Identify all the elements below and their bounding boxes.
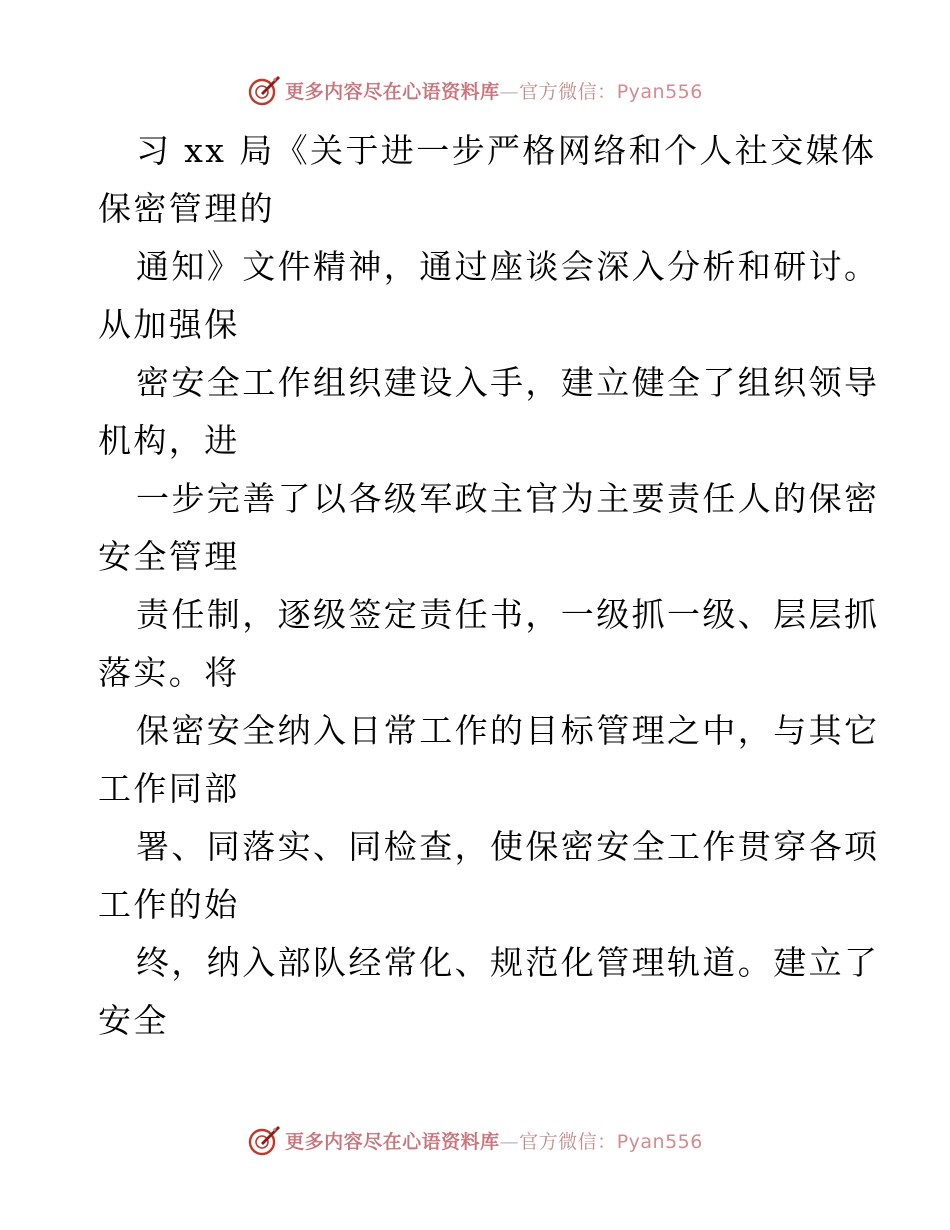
text-line: 署、同落实、同检查，使保密安全工作贯穿各项 bbox=[136, 827, 880, 866]
text-line: 安全 bbox=[98, 1001, 169, 1040]
footer-banner-text bbox=[285, 1127, 703, 1154]
text-line: 机构，进 bbox=[98, 421, 240, 460]
text-line: 通知》文件精神，通过座谈会深入分析和研讨。 bbox=[136, 247, 880, 286]
footer-banner-sub: 官方微信： bbox=[519, 1130, 617, 1153]
text-line: 工作同部 bbox=[98, 769, 240, 808]
footer-wechat-id: Pyan556 bbox=[616, 1130, 703, 1153]
footer-banner-main: 更多内容尽在心语资料库 bbox=[285, 1130, 500, 1153]
document-body bbox=[98, 122, 880, 1050]
text-line: 一步完善了以各级军政主官为主要责任人的保密 bbox=[136, 479, 880, 518]
text-line: 保密管理的 bbox=[98, 189, 275, 228]
header-banner-sub: 官方微信： bbox=[519, 80, 617, 103]
header-banner-main: 更多内容尽在心语资料库 bbox=[285, 80, 500, 103]
header-banner bbox=[0, 70, 950, 110]
text-line: 工作的始 bbox=[98, 885, 240, 924]
text-line: 终，纳入部队经常化、规范化管理轨道。建立了 bbox=[136, 943, 880, 982]
text-line: 习 xx 局《关于进一步严格网络和个人社交媒体 bbox=[136, 131, 877, 170]
text-line: 落实。将 bbox=[98, 653, 240, 692]
text-line: 保密安全纳入日常工作的目标管理之中，与其它 bbox=[136, 711, 880, 750]
text-line: 责任制，逐级签定责任书，一级抓一级、层层抓 bbox=[136, 595, 880, 634]
header-wechat-id: Pyan556 bbox=[616, 80, 703, 103]
text-line: 从加强保 bbox=[98, 305, 240, 344]
text-line: 密安全工作组织建设入手，建立健全了组织领导 bbox=[136, 363, 880, 402]
footer-banner bbox=[0, 1120, 950, 1160]
quill-pen-logo-icon bbox=[247, 1123, 281, 1157]
header-banner-text bbox=[285, 77, 703, 104]
text-line: 安全管理 bbox=[98, 537, 240, 576]
header-banner-dash: — bbox=[499, 80, 520, 103]
quill-pen-logo-icon bbox=[247, 73, 281, 107]
footer-banner-dash: — bbox=[499, 1130, 520, 1153]
